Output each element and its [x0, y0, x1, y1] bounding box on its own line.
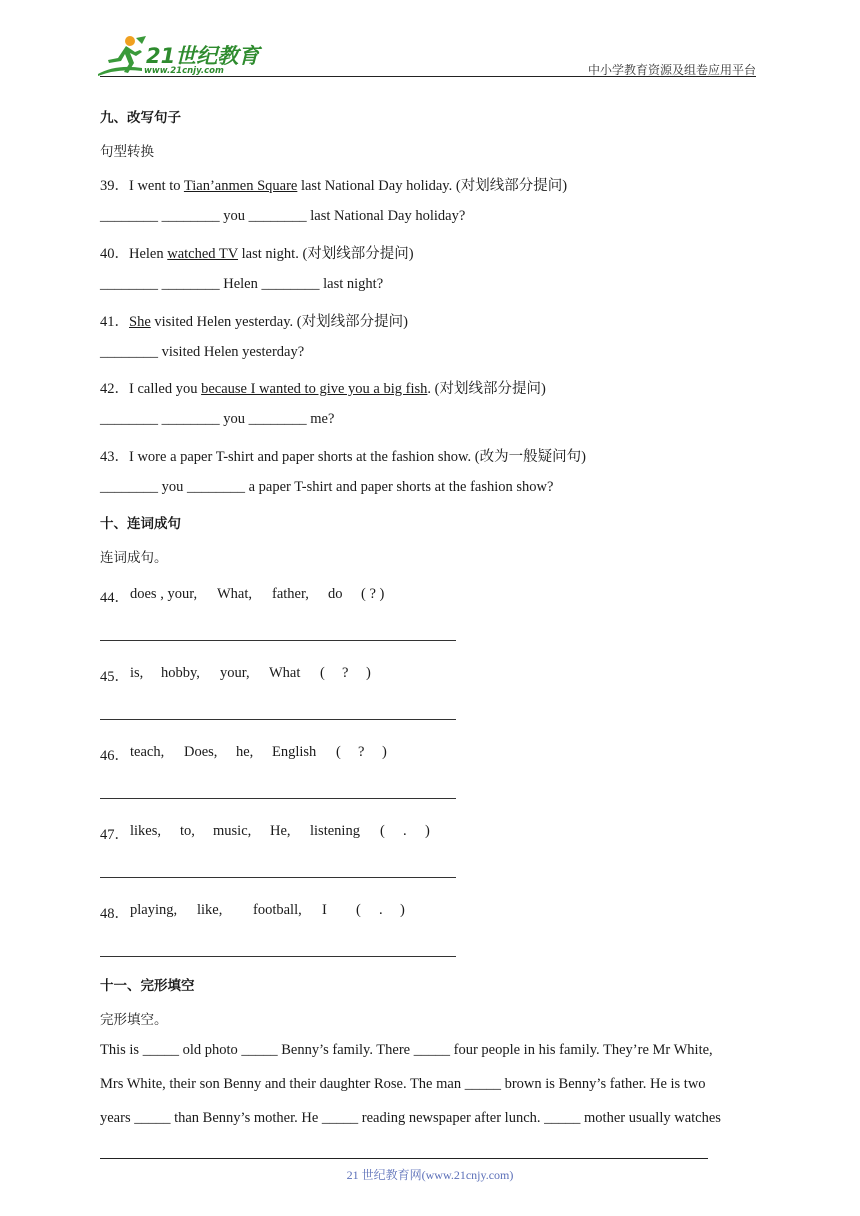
answer-line-46 [100, 798, 456, 799]
question-number: 48． [100, 906, 129, 922]
question-42: 42．I called you because I wanted to give you a big fish. (对划线部分提问) [100, 381, 546, 397]
section-11-subtitle: 完形填空。 [100, 1012, 168, 1028]
section-9-subtitle: 句型转换 [100, 144, 154, 160]
answer-line-44 [100, 640, 456, 641]
scrambled-word: What [269, 665, 301, 681]
question-48 [100, 902, 405, 923]
answer-43: ________ you ________ a paper T-shirt and paper shorts at the fashion show? [100, 479, 554, 495]
question-44 [100, 586, 385, 607]
answer-40: ________ ________ Helen ________ last night? [100, 276, 384, 292]
scrambled-word: is, [130, 665, 144, 681]
answer-line-45 [100, 719, 456, 720]
scrambled-word: . [403, 823, 407, 839]
scrambled-word: does , your, [130, 586, 198, 602]
question-41: 41．She visited Helen yesterday. (对划线部分提问) [100, 314, 408, 330]
scrambled-word: ? [342, 665, 349, 681]
answer-42: ________ ________ you ________ me? [100, 411, 335, 427]
logo-url: www.21cnjy.com [144, 66, 224, 76]
answer-line-47 [100, 877, 456, 878]
scrambled-word: ( ? ) [361, 586, 385, 602]
section-9-title: 九、改写句子 [100, 110, 181, 126]
underlined-part: watched TV [167, 246, 238, 262]
header-divider [100, 76, 756, 77]
scrambled-word: he, [236, 744, 254, 760]
question-number: 39． [100, 178, 129, 194]
scrambled-word: ( [356, 902, 361, 918]
answer-line-48 [100, 956, 456, 957]
scrambled-word: English [272, 744, 317, 760]
scrambled-word: . [379, 902, 383, 918]
scrambled-word: ) [366, 665, 371, 681]
scrambled-word: to, [180, 823, 195, 839]
question-number: 40． [100, 246, 129, 262]
section-11-title: 十一、完形填空 [100, 978, 195, 994]
scrambled-word: I [322, 902, 327, 918]
underlined-part: She [129, 314, 151, 330]
scrambled-word: playing, [130, 902, 178, 918]
scrambled-word: teach, [130, 744, 165, 760]
question-47 [100, 823, 430, 844]
question-43: 43．I wore a paper T-shirt and paper shorts at the fashion show. (改为一般疑问句) [100, 449, 586, 465]
question-number: 43． [100, 449, 129, 465]
scrambled-word: He, [270, 823, 291, 839]
scrambled-word: ) [425, 823, 430, 839]
scrambled-word: ( [320, 665, 325, 681]
footer-divider [100, 1158, 708, 1159]
section-10-title: 十、连词成句 [100, 516, 181, 532]
scrambled-word: hobby, [161, 665, 200, 681]
logo-text: 21世纪教育 [146, 44, 260, 68]
cloze-line-1: This is _____ old photo _____ Benny’s family. There _____ four people in his family. They’re Mr White, [100, 1042, 713, 1058]
scrambled-word: ) [382, 744, 387, 760]
question-number: 42． [100, 381, 129, 397]
header-platform-text: 中小学教育资源及组卷应用平台 [587, 63, 756, 77]
question-number: 46． [100, 748, 129, 764]
scrambled-word: football, [253, 902, 302, 918]
scrambled-word: What, [217, 586, 253, 602]
question-45 [100, 665, 371, 686]
scrambled-word: ( [380, 823, 385, 839]
question-number: 45． [100, 669, 129, 685]
scrambled-word: ) [400, 902, 405, 918]
question-46 [100, 744, 387, 765]
scrambled-word: Does, [184, 744, 218, 760]
cloze-line-3: years _____ than Benny’s mother. He _____ reading newspaper after lunch. _____ mother usually watches [100, 1110, 721, 1126]
scrambled-word: do [328, 586, 343, 602]
scrambled-word: your, [220, 665, 250, 681]
runner-logo-icon [96, 34, 148, 78]
scrambled-word: father, [272, 586, 309, 602]
question-number: 44． [100, 590, 129, 606]
underlined-part: Tian’anmen Square [183, 178, 298, 194]
scrambled-word: music, [213, 823, 252, 839]
cloze-line-2: Mrs White, their son Benny and their daughter Rose. The man _____ brown is Benny’s father. He is two [100, 1076, 706, 1092]
scrambled-word: listening [310, 823, 360, 839]
scrambled-word: likes, [130, 823, 162, 839]
footer-text: 21 世纪教育网(www.21cnjy.com) [346, 1168, 514, 1182]
scrambled-word: ? [358, 744, 365, 760]
question-40: 40．Helen watched TV last night. (对划线部分提问) [100, 246, 414, 262]
answer-41: ________ visited Helen yesterday? [100, 344, 305, 360]
section-10-subtitle: 连词成句。 [100, 550, 168, 566]
answer-39: ________ ________ you ________ last National Day holiday? [100, 208, 466, 224]
question-number: 47． [100, 827, 129, 843]
question-number: 41． [100, 314, 129, 330]
underlined-part: because I wanted to give you a big fish [201, 381, 428, 397]
question-39: 39．I went to Tian’anmen Square last National Day holiday. (对划线部分提问) [100, 178, 568, 194]
scrambled-word: ( [336, 744, 341, 760]
scrambled-word: like, [197, 902, 223, 918]
